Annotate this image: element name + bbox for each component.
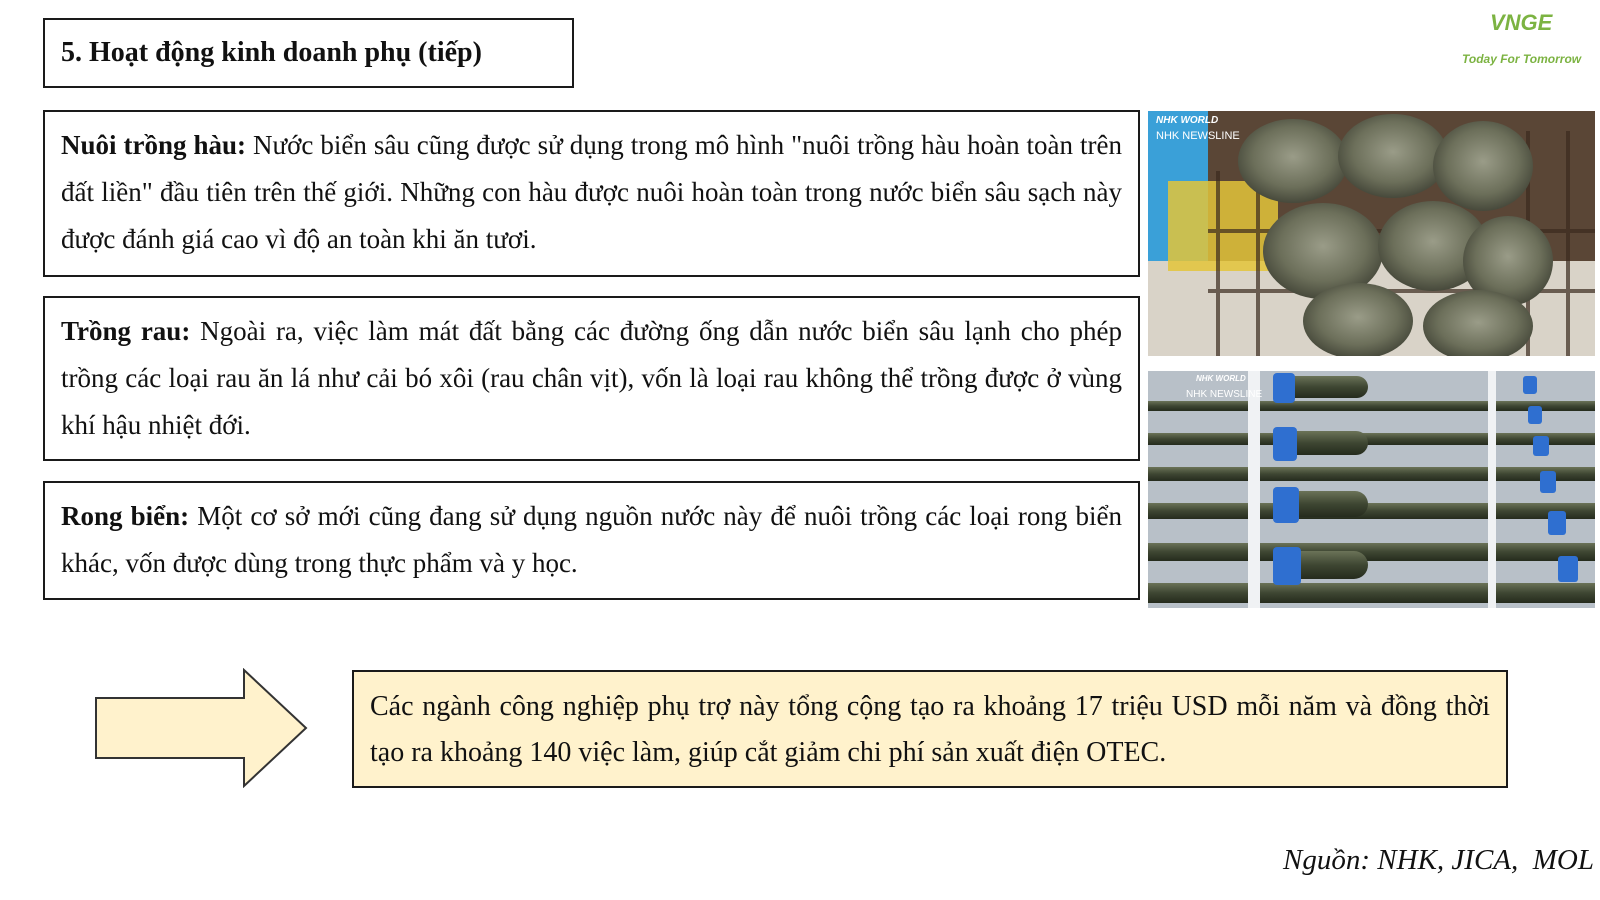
seaweed-tubes-photo — [1148, 371, 1595, 608]
vnge-logo — [1460, 10, 1595, 72]
vegetable-label: Trồng rau: — [61, 316, 191, 346]
vegetable-section — [43, 296, 1140, 461]
slide-title: 5. Hoạt động kinh doanh phụ (tiếp) — [61, 37, 482, 68]
oyster-section — [43, 110, 1140, 277]
source-citation: Nguồn: NHK, JICA, MOL — [1283, 844, 1594, 876]
photo2-newsline: NHK NEWSLINE — [1186, 389, 1263, 400]
oyster-text: Nước biển sâu cũng được sử dụng trong mô hình "nuôi trồng hàu hoàn toàn trên đất liền" đầu tiên trên thế giới. Những con hàu được nuôi hoàn toàn trong nước biển sâu sạch này được đánh giá cao vì độ an toàn khi ăn tươi. — [61, 130, 1122, 254]
conclusion-text: Các ngành công nghiệp phụ trợ này tổng cộng tạo ra khoảng 17 triệu USD mỗi năm và đồng thời tạo ra khoảng 140 việc làm, giúp cắt giảm chi phí sản xuất điện OTEC. — [370, 691, 1490, 768]
right-arrow-icon — [94, 668, 308, 788]
seaweed-section — [43, 481, 1140, 600]
logo-brand: VNGE — [1490, 10, 1553, 35]
photo2-nhk-world: NHK WORLD — [1196, 374, 1246, 383]
photo1-newsline: NHK NEWSLINE — [1156, 130, 1240, 142]
oyster-label: Nuôi trồng hàu: — [61, 130, 246, 160]
oyster-photo — [1148, 111, 1595, 356]
slide-title-box — [43, 18, 574, 88]
conclusion-box — [352, 670, 1508, 788]
seaweed-text: Một cơ sở mới cũng đang sử dụng nguồn nước này để nuôi trồng các loại rong biển khác, vốn được dùng trong thực phẩm và y học. — [61, 501, 1123, 578]
photo1-nhk-world: NHK WORLD — [1156, 115, 1219, 126]
logo-tagline: Today For Tomorrow — [1462, 52, 1582, 66]
seaweed-label: Rong biển: — [61, 501, 190, 531]
vegetable-text: Ngoài ra, việc làm mát đất bằng các đường ống dẫn nước biển sâu lạnh cho phép trồng các loại rau ăn lá như cải bó xôi (rau chân vịt), vốn là loại rau không thể trồng được ở vùng khí hậu nhiệt đới. — [61, 316, 1123, 440]
